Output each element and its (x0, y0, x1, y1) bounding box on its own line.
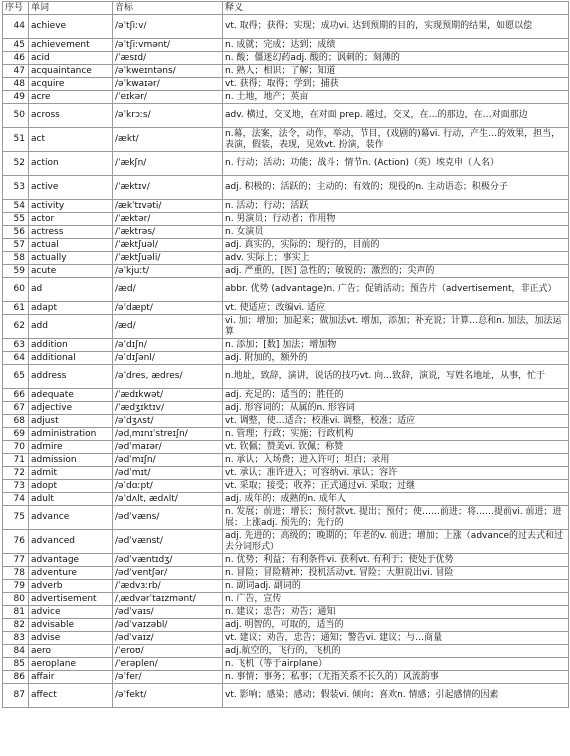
row-phonetic: /ədˈvæntɪdʒ/ (113, 554, 223, 567)
row-phonetic: /əˈtʃiːvmənt/ (113, 39, 223, 52)
table-row (3, 645, 569, 658)
row-word: adjust (29, 415, 113, 428)
row-meaning: n. 发展；前进；增长；预付款vt. 提出；预付；使……前进；将……提前vi. 前进；进展；上涨adj. 预先的；先行的 (223, 506, 569, 530)
row-phonetic: /ədˌmɪnɪˈstreɪʃn/ (113, 428, 223, 441)
row-number: 64 (3, 352, 29, 365)
table-row (3, 365, 569, 389)
row-word: advise (29, 632, 113, 645)
row-meaning: n. 活动；行动；活跃 (223, 200, 569, 213)
row-phonetic: /ədˈmaɪər/ (113, 441, 223, 454)
row-number: 81 (3, 606, 29, 619)
header-phonetic: 音标 (113, 2, 223, 15)
row-meaning: n.地址，致辞，演讲，说话的技巧vt. 向…致辞，演说，写姓名地址，从事，忙于 (223, 365, 569, 389)
row-word: acid (29, 52, 113, 65)
table-row (3, 480, 569, 493)
row-word: action (29, 152, 113, 176)
table-row (3, 428, 569, 441)
row-number: 85 (3, 658, 29, 671)
row-number: 67 (3, 402, 29, 415)
row-phonetic: /ədˈvaɪzəbl/ (113, 619, 223, 632)
row-phonetic: /əˈkrɔːs/ (113, 104, 223, 128)
row-phonetic: /ədˈmɪʃn/ (113, 454, 223, 467)
row-phonetic: /ˌædvərˈtaɪzmənt/ (113, 593, 223, 606)
row-number: 57 (3, 239, 29, 252)
row-word: affect (29, 684, 113, 708)
row-phonetic: /ˈerəplen/ (113, 658, 223, 671)
row-phonetic: /əˈdɑːpt/ (113, 480, 223, 493)
table-row (3, 91, 569, 104)
row-number: 44 (3, 15, 29, 39)
row-word: adverb (29, 580, 113, 593)
row-number: 76 (3, 530, 29, 554)
table-row (3, 200, 569, 213)
row-phonetic: /əˈfer/ (113, 671, 223, 684)
row-word: admission (29, 454, 113, 467)
row-meaning: n. 承认；入场费；进入许可；坦白；录用 (223, 454, 569, 467)
row-meaning: n.幕，法案，法令，动作，举动，节目，(戏剧的)幕vi. 行动，产生…的效果，担当，表演，假装，表现，见效vt. 扮演，装作 (223, 128, 569, 152)
table-row (3, 339, 569, 352)
row-phonetic: /əˈdæpt/ (113, 302, 223, 315)
row-phonetic: /əˈfekt/ (113, 684, 223, 708)
row-number: 50 (3, 104, 29, 128)
row-number: 46 (3, 52, 29, 65)
row-number: 70 (3, 441, 29, 454)
row-phonetic: /ˈæsɪd/ (113, 52, 223, 65)
row-meaning: vt. 调整，使…适合；校准vi. 调整，校准；适应 (223, 415, 569, 428)
row-word: active (29, 176, 113, 200)
row-number: 53 (3, 176, 29, 200)
row-word: achieve (29, 15, 113, 39)
row-word: admire (29, 441, 113, 454)
row-meaning: n. 成就；完成；达到；成绩 (223, 39, 569, 52)
row-phonetic: /ˈæktər/ (113, 213, 223, 226)
row-number: 66 (3, 389, 29, 402)
row-phonetic: /əˈtʃiːv/ (113, 15, 223, 39)
row-meaning: vt. 影响；感染；感动；假装vi. 倾向；喜欢n. 情感；引起感情的因素 (223, 684, 569, 708)
row-meaning: vt. 采取；接受；收养；正式通过vi. 采取；过继 (223, 480, 569, 493)
table-row (3, 467, 569, 480)
row-phonetic: /ˈædɪkwət/ (113, 389, 223, 402)
row-phonetic: /ədˈvaɪz/ (113, 632, 223, 645)
table-row (3, 415, 569, 428)
row-word: aero (29, 645, 113, 658)
row-meaning: adj. 成年的；成熟的n. 成年人 (223, 493, 569, 506)
table-row (3, 239, 569, 252)
row-phonetic: /əˈkjuːt/ (113, 265, 223, 278)
row-meaning: adv. 横过，交叉地，在对面 prep. 越过，交叉，在…的那边，在…对面那边 (223, 104, 569, 128)
row-phonetic: /ədˈventʃər/ (113, 567, 223, 580)
row-number: 73 (3, 480, 29, 493)
row-phonetic: /ˈækʃn/ (113, 152, 223, 176)
row-number: 65 (3, 365, 29, 389)
row-phonetic: /ədˈvænst/ (113, 530, 223, 554)
row-number: 47 (3, 65, 29, 78)
table-row (3, 684, 569, 708)
table-row (3, 441, 569, 454)
row-number: 71 (3, 454, 29, 467)
row-number: 74 (3, 493, 29, 506)
row-number: 86 (3, 671, 29, 684)
row-number: 62 (3, 315, 29, 339)
row-phonetic: /ækˈtɪvəti/ (113, 200, 223, 213)
row-number: 56 (3, 226, 29, 239)
row-phonetic: /ˈædvɜːrb/ (113, 580, 223, 593)
header-meaning: 释义 (223, 2, 569, 15)
row-number: 49 (3, 91, 29, 104)
row-phonetic: /ədˈvæns/ (113, 506, 223, 530)
row-word: acute (29, 265, 113, 278)
row-word: adopt (29, 480, 113, 493)
row-meaning: adj. 附加的，额外的 (223, 352, 569, 365)
table-row (3, 606, 569, 619)
row-phonetic: /ˈædʒɪktɪv/ (113, 402, 223, 415)
table-row (3, 152, 569, 176)
row-number: 51 (3, 128, 29, 152)
row-meaning: vt. 使适应；改编vi. 适应 (223, 302, 569, 315)
row-word: add (29, 315, 113, 339)
row-phonetic: /ədˈmɪt/ (113, 467, 223, 480)
row-word: acre (29, 91, 113, 104)
table-row (3, 671, 569, 684)
row-number: 82 (3, 619, 29, 632)
table-row (3, 554, 569, 567)
row-meaning: vt. 取得；获得；实现；成功vi. 达到预期的目的，实现预期的结果，如愿以偿 (223, 15, 569, 39)
row-meaning: n. 女演员 (223, 226, 569, 239)
table-row (3, 252, 569, 265)
row-meaning: vi. 加；增加；加起来；做加法vt. 增加，添加；补充说；计算…总和n. 加法，加法运算 (223, 315, 569, 339)
table-row (3, 402, 569, 415)
row-word: aeroplane (29, 658, 113, 671)
row-word: addition (29, 339, 113, 352)
row-phonetic: /əˈdres, ædres/ (113, 365, 223, 389)
header-word: 单词 (29, 2, 113, 15)
row-phonetic: /ˈæktrəs/ (113, 226, 223, 239)
row-meaning: n. 飞机（等于airplane） (223, 658, 569, 671)
table-row (3, 632, 569, 645)
table-row (3, 506, 569, 530)
row-word: activity (29, 200, 113, 213)
row-word: adventure (29, 567, 113, 580)
row-phonetic: /æd/ (113, 315, 223, 339)
row-meaning: n. 冒险；冒险精神；投机活动vt. 冒险；大胆说出vi. 冒险 (223, 567, 569, 580)
row-meaning: vt. 获得；取得；学到；捕获 (223, 78, 569, 91)
row-number: 72 (3, 467, 29, 480)
row-meaning: adj. 先进的；高级的；晚期的；年老的v. 前进；增加；上涨（advance的过去式和过去分词形式） (223, 530, 569, 554)
table-row (3, 78, 569, 91)
row-meaning: n. 事情；事务；私事；（尤指关系不长久的）风流韵事 (223, 671, 569, 684)
row-word: admit (29, 467, 113, 480)
row-meaning: n. 添加；[数] 加法；增加物 (223, 339, 569, 352)
row-meaning: n. 行动；活动；功能；战斗；情节n. (Action)（英）埃克申（人名） (223, 152, 569, 176)
table-row (3, 567, 569, 580)
row-word: actual (29, 239, 113, 252)
row-word: actress (29, 226, 113, 239)
row-meaning: n. 广告，宣传 (223, 593, 569, 606)
row-number: 79 (3, 580, 29, 593)
row-phonetic: /ˈeroʊ/ (113, 645, 223, 658)
row-word: act (29, 128, 113, 152)
row-phonetic: /əˈdʒʌst/ (113, 415, 223, 428)
table-row (3, 52, 569, 65)
row-word: across (29, 104, 113, 128)
row-number: 52 (3, 152, 29, 176)
row-number: 77 (3, 554, 29, 567)
header-num: 序号 (3, 2, 29, 15)
row-meaning: adj. 明智的，可取的，适当的 (223, 619, 569, 632)
row-phonetic: /ˈeɪkər/ (113, 91, 223, 104)
row-phonetic: /ədˈvaɪs/ (113, 606, 223, 619)
row-word: advisable (29, 619, 113, 632)
table-row (3, 315, 569, 339)
table-row (3, 389, 569, 402)
row-number: 87 (3, 684, 29, 708)
table-row (3, 658, 569, 671)
row-number: 45 (3, 39, 29, 52)
row-meaning: n. 建议；忠告；劝告；通知 (223, 606, 569, 619)
row-phonetic: /ˈæktʃuəl/ (113, 239, 223, 252)
row-number: 75 (3, 506, 29, 530)
row-word: address (29, 365, 113, 389)
table-row (3, 454, 569, 467)
row-word: adjective (29, 402, 113, 415)
row-number: 69 (3, 428, 29, 441)
row-word: advantage (29, 554, 113, 567)
row-number: 63 (3, 339, 29, 352)
row-phonetic: /əˈdɪʃənl/ (113, 352, 223, 365)
row-phonetic: /ˈæktɪv/ (113, 176, 223, 200)
row-number: 61 (3, 302, 29, 315)
row-number: 60 (3, 278, 29, 302)
table-row (3, 176, 569, 200)
table-row (3, 302, 569, 315)
row-meaning: adj. 充足的；适当的；胜任的 (223, 389, 569, 402)
row-meaning: n. 酸；僵迷幻药adj. 酸的；讽刺的；刻薄的 (223, 52, 569, 65)
row-number: 84 (3, 645, 29, 658)
vocabulary-table (2, 1, 569, 708)
row-phonetic: /ˈæktʃuəli/ (113, 252, 223, 265)
row-meaning: adj. 形容词的；从属的n. 形容词 (223, 402, 569, 415)
row-meaning: n. 优势；利益；有利条件vi. 获利vt. 有利于；使处于优势 (223, 554, 569, 567)
row-phonetic: /əˈdʌlt, ædʌlt/ (113, 493, 223, 506)
row-phonetic: /əˈdɪʃn/ (113, 339, 223, 352)
row-phonetic: /æd/ (113, 278, 223, 302)
table-row (3, 15, 569, 39)
row-word: adult (29, 493, 113, 506)
table-row (3, 619, 569, 632)
row-word: acquaintance (29, 65, 113, 78)
row-word: actor (29, 213, 113, 226)
table-row (3, 213, 569, 226)
row-word: advanced (29, 530, 113, 554)
row-number: 83 (3, 632, 29, 645)
row-word: advice (29, 606, 113, 619)
row-number: 78 (3, 567, 29, 580)
table-row (3, 352, 569, 365)
table-row (3, 530, 569, 554)
table-row (3, 265, 569, 278)
row-meaning: adj. 严重的，[医] 急性的；敏锐的；激烈的；尖声的 (223, 265, 569, 278)
table-row (3, 128, 569, 152)
row-number: 58 (3, 252, 29, 265)
row-word: additional (29, 352, 113, 365)
row-meaning: abbr. 优势 (advantage)n. 广告；促销活动；预告片（advertisement，非正式） (223, 278, 569, 302)
row-word: acquire (29, 78, 113, 91)
table-row (3, 493, 569, 506)
row-word: affair (29, 671, 113, 684)
row-meaning: adj.航空的，飞行的，飞机的 (223, 645, 569, 658)
row-word: actually (29, 252, 113, 265)
row-meaning: n. 副词adj. 副词的 (223, 580, 569, 593)
row-number: 54 (3, 200, 29, 213)
row-phonetic: /əˈkwaɪər/ (113, 78, 223, 91)
row-number: 68 (3, 415, 29, 428)
row-number: 55 (3, 213, 29, 226)
row-meaning: n. 男演员；行动者；作用物 (223, 213, 569, 226)
row-meaning: adj. 积极的；活跃的；主动的；有效的；现役的n. 主动语态；积极分子 (223, 176, 569, 200)
table-row (3, 65, 569, 78)
row-meaning: n. 管理；行政；实施；行政机构 (223, 428, 569, 441)
row-phonetic: /ækt/ (113, 128, 223, 152)
table-row (3, 278, 569, 302)
row-phonetic: /əˈkweɪntəns/ (113, 65, 223, 78)
row-meaning: n. 熟人；相识；了解；知道 (223, 65, 569, 78)
row-meaning: vt. 承认；准许进入；可容纳vi. 承认；容许 (223, 467, 569, 480)
row-number: 59 (3, 265, 29, 278)
row-word: advertisement (29, 593, 113, 606)
row-meaning: adj. 真实的，实际的；现行的，目前的 (223, 239, 569, 252)
row-word: administration (29, 428, 113, 441)
row-word: advance (29, 506, 113, 530)
table-row (3, 39, 569, 52)
row-word: adequate (29, 389, 113, 402)
row-word: achievement (29, 39, 113, 52)
table-row (3, 226, 569, 239)
row-number: 80 (3, 593, 29, 606)
row-meaning: vt. 钦佩；赞美vi. 钦佩；称赞 (223, 441, 569, 454)
header-row (3, 2, 569, 15)
row-meaning: n. 土地，地产；英亩 (223, 91, 569, 104)
table-row (3, 104, 569, 128)
row-word: adapt (29, 302, 113, 315)
row-number: 48 (3, 78, 29, 91)
table-row (3, 593, 569, 606)
table-row (3, 580, 569, 593)
row-meaning: adv. 实际上；事实上 (223, 252, 569, 265)
row-word: ad (29, 278, 113, 302)
row-meaning: vt. 建议；劝告，忠告；通知；警告vi. 建议；与…商量 (223, 632, 569, 645)
